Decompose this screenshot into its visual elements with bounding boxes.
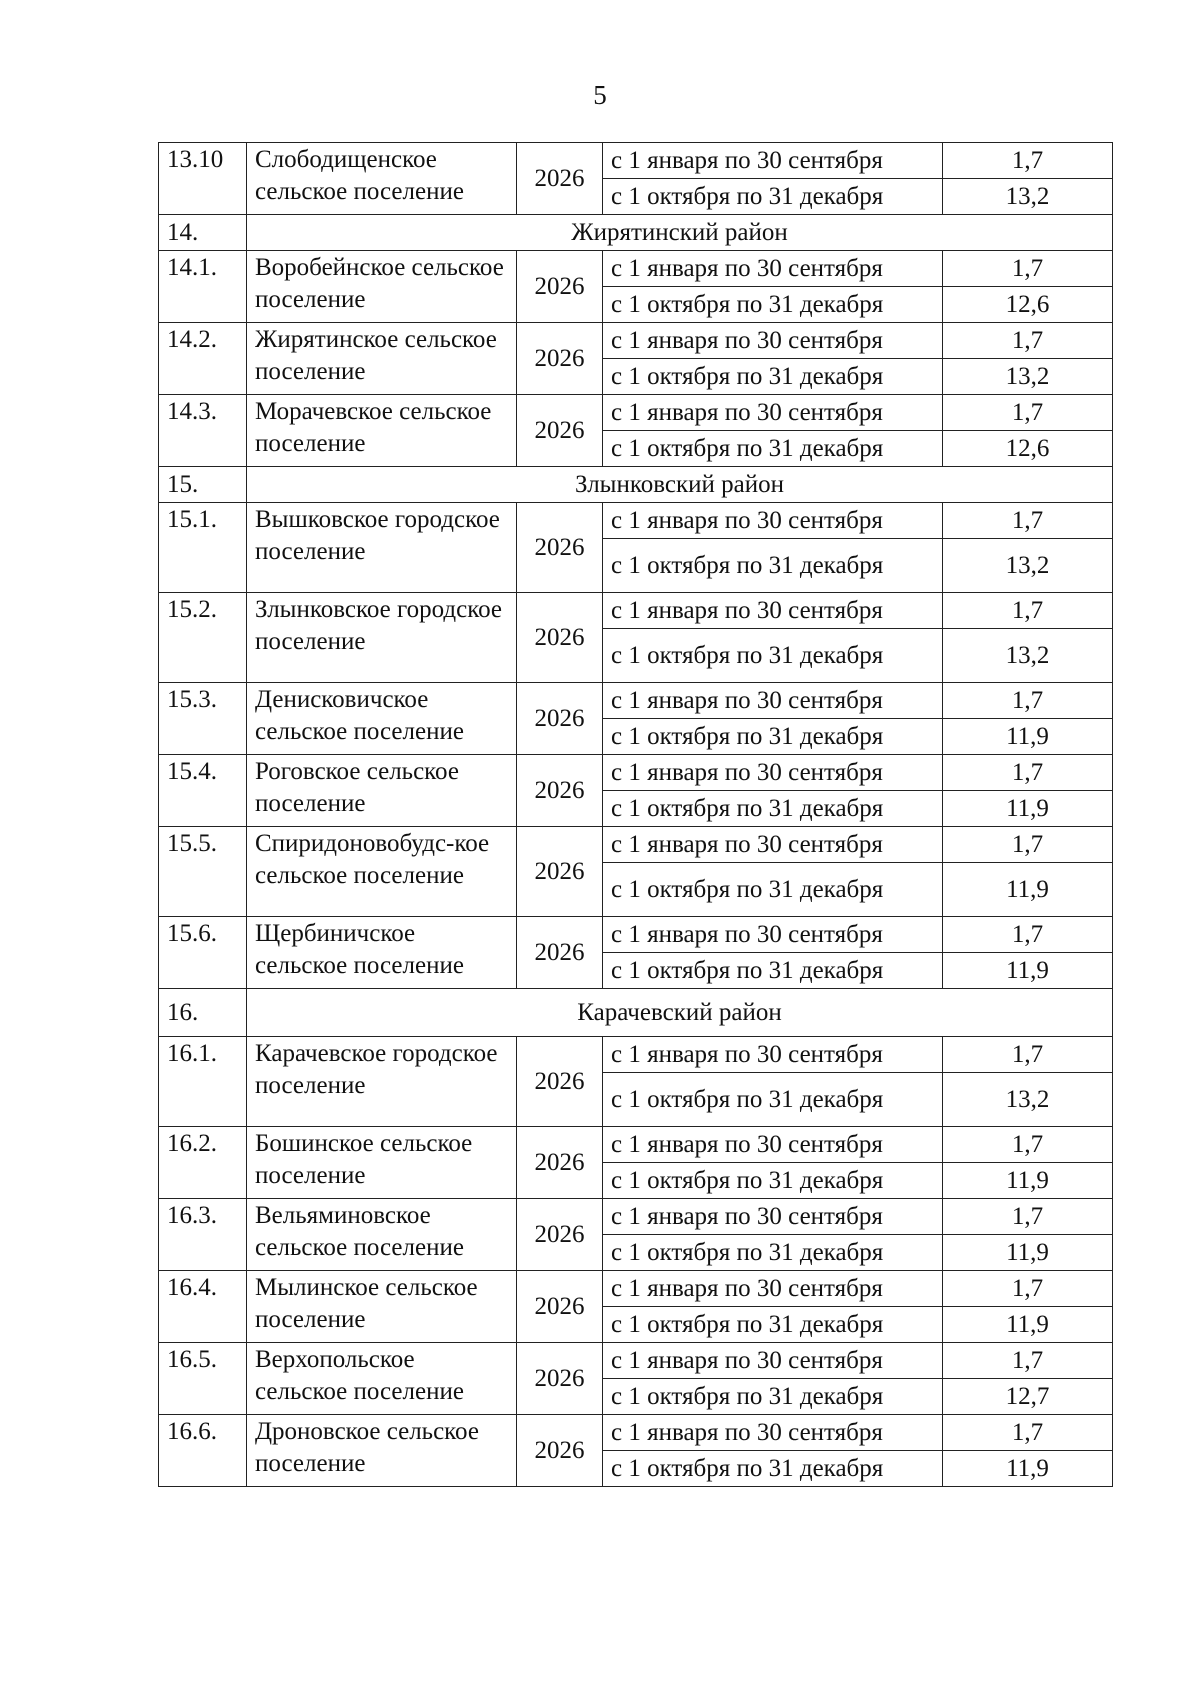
settlement-name: Воробейнское сельское поселение <box>247 251 517 323</box>
index-value: 13,2 <box>943 539 1113 593</box>
period-label: с 1 октября по 31 декабря <box>603 1379 943 1415</box>
settlement-number: 15.1. <box>159 503 247 593</box>
settlement-row-first <box>159 395 1113 431</box>
year-cell: 2026 <box>517 827 603 917</box>
period-label: с 1 января по 30 сентября <box>603 683 943 719</box>
year-cell: 2026 <box>517 503 603 593</box>
settlement-name: Карачевское городское поселение <box>247 1037 517 1127</box>
settlement-name: Щербиничское сельское поселение <box>247 917 517 989</box>
year-cell: 2026 <box>517 251 603 323</box>
index-value: 1,7 <box>943 1271 1113 1307</box>
index-value: 1,7 <box>943 593 1113 629</box>
index-value: 13,2 <box>943 629 1113 683</box>
settlement-number: 14.1. <box>159 251 247 323</box>
index-value: 11,9 <box>943 1307 1113 1343</box>
settlement-row-first <box>159 593 1113 629</box>
index-value: 1,7 <box>943 143 1113 179</box>
tariff-table-container <box>158 142 1112 1487</box>
district-number: 16. <box>159 989 247 1037</box>
year-cell: 2026 <box>517 323 603 395</box>
index-value: 13,2 <box>943 1073 1113 1127</box>
year-cell: 2026 <box>517 683 603 755</box>
index-value: 11,9 <box>943 791 1113 827</box>
index-value: 11,9 <box>943 953 1113 989</box>
period-label: с 1 января по 30 сентября <box>603 593 943 629</box>
settlement-number: 16.5. <box>159 1343 247 1415</box>
index-value: 12,7 <box>943 1379 1113 1415</box>
settlement-row-first <box>159 1127 1113 1163</box>
index-value: 11,9 <box>943 1235 1113 1271</box>
settlement-row-first <box>159 323 1113 359</box>
district-name: Карачевский район <box>247 989 1113 1037</box>
settlement-row-first <box>159 503 1113 539</box>
index-value: 1,7 <box>943 1415 1113 1451</box>
period-label: с 1 октября по 31 декабря <box>603 1235 943 1271</box>
year-cell: 2026 <box>517 1037 603 1127</box>
index-value: 1,7 <box>943 1199 1113 1235</box>
settlement-name: Верхопольское сельское поселение <box>247 1343 517 1415</box>
settlement-row-first <box>159 1271 1113 1307</box>
period-label: с 1 января по 30 сентября <box>603 1037 943 1073</box>
period-label: с 1 октября по 31 декабря <box>603 179 943 215</box>
period-label: с 1 октября по 31 декабря <box>603 791 943 827</box>
settlement-row-first <box>159 1037 1113 1073</box>
year-cell: 2026 <box>517 917 603 989</box>
settlement-row-first <box>159 917 1113 953</box>
year-cell: 2026 <box>517 1199 603 1271</box>
tariff-table-body <box>159 143 1113 1487</box>
settlement-name: Вышковское городское поселение <box>247 503 517 593</box>
period-label: с 1 января по 30 сентября <box>603 1415 943 1451</box>
period-label: с 1 января по 30 сентября <box>603 323 943 359</box>
settlement-number: 14.3. <box>159 395 247 467</box>
year-cell: 2026 <box>517 593 603 683</box>
index-value: 1,7 <box>943 827 1113 863</box>
period-label: с 1 января по 30 сентября <box>603 1271 943 1307</box>
district-header-row <box>159 215 1113 251</box>
settlement-name: Денисковичское сельское поселение <box>247 683 517 755</box>
page-number: 5 <box>593 80 607 110</box>
year-cell: 2026 <box>517 1415 603 1487</box>
district-number: 14. <box>159 215 247 251</box>
index-value: 1,7 <box>943 683 1113 719</box>
index-value: 13,2 <box>943 179 1113 215</box>
period-label: с 1 января по 30 сентября <box>603 827 943 863</box>
settlement-name: Вельяминовское сельское поселение <box>247 1199 517 1271</box>
period-label: с 1 января по 30 сентября <box>603 1343 943 1379</box>
settlement-number: 16.4. <box>159 1271 247 1343</box>
settlement-row-first <box>159 143 1113 179</box>
tariff-table <box>158 142 1113 1487</box>
index-value: 1,7 <box>943 323 1113 359</box>
year-cell: 2026 <box>517 395 603 467</box>
settlement-number: 15.2. <box>159 593 247 683</box>
settlement-row-first <box>159 1199 1113 1235</box>
index-value: 12,6 <box>943 287 1113 323</box>
index-value: 1,7 <box>943 395 1113 431</box>
settlement-row-first <box>159 827 1113 863</box>
period-label: с 1 октября по 31 декабря <box>603 1307 943 1343</box>
index-value: 1,7 <box>943 1037 1113 1073</box>
settlement-row-first <box>159 755 1113 791</box>
district-number: 15. <box>159 467 247 503</box>
index-value: 1,7 <box>943 503 1113 539</box>
period-label: с 1 января по 30 сентября <box>603 1127 943 1163</box>
settlement-name: Слободищенское сельское поселение <box>247 143 517 215</box>
period-label: с 1 октября по 31 декабря <box>603 1073 943 1127</box>
index-value: 1,7 <box>943 1343 1113 1379</box>
period-label: с 1 января по 30 сентября <box>603 755 943 791</box>
period-label: с 1 января по 30 сентября <box>603 503 943 539</box>
settlement-number: 15.5. <box>159 827 247 917</box>
settlement-row-first <box>159 1343 1113 1379</box>
settlement-row-first <box>159 251 1113 287</box>
settlement-number: 15.6. <box>159 917 247 989</box>
period-label: с 1 января по 30 сентября <box>603 395 943 431</box>
year-cell: 2026 <box>517 755 603 827</box>
settlement-number: 14.2. <box>159 323 247 395</box>
settlement-name: Дроновское сельское поселение <box>247 1415 517 1487</box>
index-value: 11,9 <box>943 719 1113 755</box>
period-label: с 1 октября по 31 декабря <box>603 431 943 467</box>
index-value: 1,7 <box>943 755 1113 791</box>
period-label: с 1 октября по 31 декабря <box>603 287 943 323</box>
period-label: с 1 января по 30 сентября <box>603 1199 943 1235</box>
period-label: с 1 января по 30 сентября <box>603 143 943 179</box>
year-cell: 2026 <box>517 1271 603 1343</box>
settlement-name: Спиридоновобудс-кое сельское поселение <box>247 827 517 917</box>
settlement-name: Жирятинское сельское поселение <box>247 323 517 395</box>
period-label: с 1 октября по 31 декабря <box>603 1163 943 1199</box>
settlement-row-first <box>159 683 1113 719</box>
year-cell: 2026 <box>517 1343 603 1415</box>
settlement-name: Злынковское городское поселение <box>247 593 517 683</box>
period-label: с 1 октября по 31 декабря <box>603 359 943 395</box>
period-label: с 1 января по 30 сентября <box>603 917 943 953</box>
index-value: 1,7 <box>943 1127 1113 1163</box>
settlement-row-first <box>159 1415 1113 1451</box>
settlement-number: 16.2. <box>159 1127 247 1199</box>
index-value: 11,9 <box>943 1163 1113 1199</box>
period-label: с 1 октября по 31 декабря <box>603 629 943 683</box>
index-value: 11,9 <box>943 1451 1113 1487</box>
settlement-number: 16.3. <box>159 1199 247 1271</box>
settlement-number: 15.4. <box>159 755 247 827</box>
settlement-name: Роговское сельское поселение <box>247 755 517 827</box>
settlement-name: Морачевское сельское поселение <box>247 395 517 467</box>
settlement-number: 13.10 <box>159 143 247 215</box>
period-label: с 1 января по 30 сентября <box>603 251 943 287</box>
period-label: с 1 октября по 31 декабря <box>603 953 943 989</box>
district-name: Жирятинский район <box>247 215 1113 251</box>
period-label: с 1 октября по 31 декабря <box>603 539 943 593</box>
settlement-name: Бошинское сельское поселение <box>247 1127 517 1199</box>
settlement-number: 16.1. <box>159 1037 247 1127</box>
settlement-number: 16.6. <box>159 1415 247 1487</box>
period-label: с 1 октября по 31 декабря <box>603 719 943 755</box>
index-value: 12,6 <box>943 431 1113 467</box>
index-value: 1,7 <box>943 917 1113 953</box>
settlement-name: Мылинское сельское поселение <box>247 1271 517 1343</box>
index-value: 1,7 <box>943 251 1113 287</box>
index-value: 11,9 <box>943 863 1113 917</box>
district-header-row <box>159 467 1113 503</box>
settlement-number: 15.3. <box>159 683 247 755</box>
year-cell: 2026 <box>517 1127 603 1199</box>
period-label: с 1 октября по 31 декабря <box>603 1451 943 1487</box>
district-name: Злынковский район <box>247 467 1113 503</box>
period-label: с 1 октября по 31 декабря <box>603 863 943 917</box>
year-cell: 2026 <box>517 143 603 215</box>
district-header-row <box>159 989 1113 1037</box>
index-value: 13,2 <box>943 359 1113 395</box>
